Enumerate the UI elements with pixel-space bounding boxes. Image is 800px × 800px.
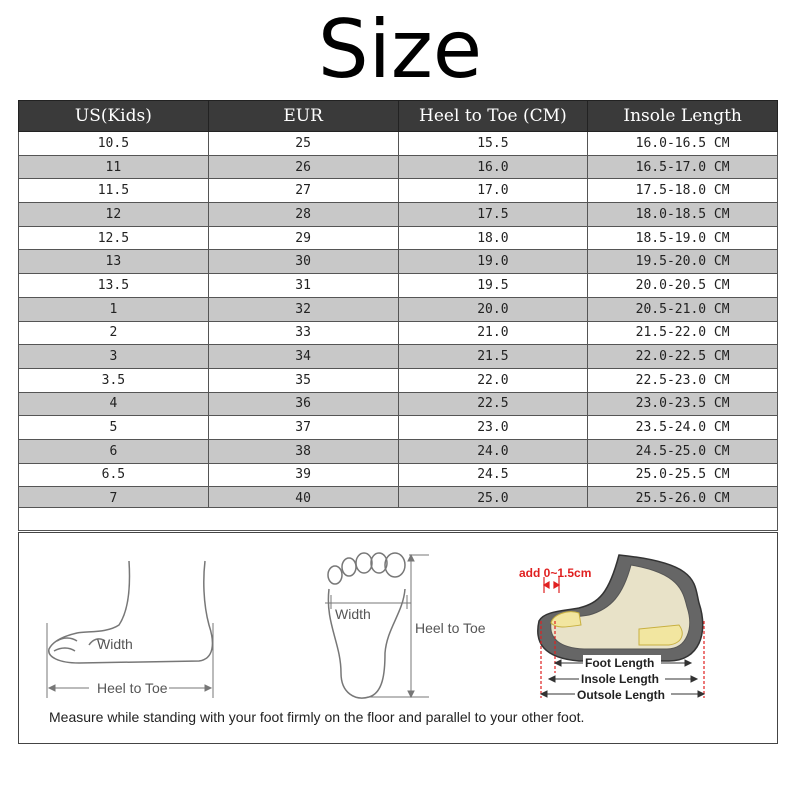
col-header-us: US(Kids) <box>19 101 209 132</box>
top-foot-icon <box>328 553 405 698</box>
top-foot-heel-label: Heel to Toe <box>415 620 486 636</box>
eur-size-cell: 32 <box>208 297 398 321</box>
heel-to-toe-cell: 19.5 <box>398 274 588 298</box>
shoe-foot-length-label: Foot Length <box>585 656 655 670</box>
side-foot-heel-label: Heel to Toe <box>97 680 168 696</box>
eur-size-cell: 29 <box>208 226 398 250</box>
eur-size-cell: 37 <box>208 416 398 440</box>
table-header-row <box>19 101 778 132</box>
insole-length-cell: 19.5-20.0 CM <box>588 250 778 274</box>
insole-length-cell: 18.0-18.5 CM <box>588 203 778 227</box>
eur-size-cell: 34 <box>208 345 398 369</box>
heel-to-toe-cell: 22.0 <box>398 368 588 392</box>
eur-size-cell: 28 <box>208 203 398 227</box>
insole-length-cell: 24.5-25.0 CM <box>588 439 778 463</box>
table-row <box>19 250 778 274</box>
eur-size-cell: 26 <box>208 155 398 179</box>
table-row <box>19 416 778 440</box>
eur-size-cell: 40 <box>208 487 398 511</box>
table-row <box>19 392 778 416</box>
table-row <box>19 345 778 369</box>
eur-size-cell: 25 <box>208 132 398 156</box>
heel-to-toe-cell: 20.0 <box>398 297 588 321</box>
us-size-cell: 10.5 <box>19 132 209 156</box>
eur-size-cell: 39 <box>208 463 398 487</box>
eur-size-cell: 38 <box>208 439 398 463</box>
table-row <box>19 155 778 179</box>
shoe-outsole-length-label: Outsole Length <box>577 688 665 702</box>
insole-length-cell: 21.5-22.0 CM <box>588 321 778 345</box>
us-size-cell: 5 <box>19 416 209 440</box>
us-size-cell: 12.5 <box>19 226 209 250</box>
insole-length-cell: 23.5-24.0 CM <box>588 416 778 440</box>
heel-to-toe-cell: 17.0 <box>398 179 588 203</box>
insole-length-cell: 22.5-23.0 CM <box>588 368 778 392</box>
us-size-cell: 12 <box>19 203 209 227</box>
table-row <box>19 132 778 156</box>
heel-to-toe-cell: 24.0 <box>398 439 588 463</box>
insole-length-cell: 25.5-26.0 CM <box>588 487 778 511</box>
heel-to-toe-cell: 15.5 <box>398 132 588 156</box>
us-size-cell: 1 <box>19 297 209 321</box>
shoe-add-label: add 0~1.5cm <box>519 566 592 580</box>
top-foot-width-label: Width <box>335 606 371 622</box>
eur-size-cell: 35 <box>208 368 398 392</box>
heel-to-toe-cell: 22.5 <box>398 392 588 416</box>
insole-length-cell: 23.0-23.5 CM <box>588 392 778 416</box>
measure-guide <box>18 532 778 744</box>
heel-to-toe-cell: 21.0 <box>398 321 588 345</box>
us-size-cell: 7 <box>19 487 209 511</box>
us-size-cell: 3 <box>19 345 209 369</box>
heel-to-toe-cell: 24.5 <box>398 463 588 487</box>
us-size-cell: 13.5 <box>19 274 209 298</box>
table-row <box>19 439 778 463</box>
table-row <box>19 463 778 487</box>
insole-length-cell: 20.5-21.0 CM <box>588 297 778 321</box>
heel-to-toe-cell: 18.0 <box>398 226 588 250</box>
page-title: Size <box>317 3 483 96</box>
eur-size-cell: 33 <box>208 321 398 345</box>
table-row <box>19 274 778 298</box>
heel-to-toe-cell: 21.5 <box>398 345 588 369</box>
us-size-cell: 11.5 <box>19 179 209 203</box>
eur-size-cell: 27 <box>208 179 398 203</box>
col-header-insole: Insole Length <box>588 101 778 132</box>
table-empty-row <box>18 507 778 531</box>
insole-length-cell: 17.5-18.0 CM <box>588 179 778 203</box>
us-size-cell: 6.5 <box>19 463 209 487</box>
insole-length-cell: 20.0-20.5 CM <box>588 274 778 298</box>
measure-note: Measure while standing with your foot firmly on the floor and parallel to your other foot. <box>49 709 585 725</box>
us-size-cell: 13 <box>19 250 209 274</box>
table-row <box>19 321 778 345</box>
heel-to-toe-cell: 17.5 <box>398 203 588 227</box>
insole-length-cell: 16.0-16.5 CM <box>588 132 778 156</box>
us-size-cell: 6 <box>19 439 209 463</box>
insole-length-cell: 25.0-25.5 CM <box>588 463 778 487</box>
table-body <box>19 132 778 511</box>
eur-size-cell: 36 <box>208 392 398 416</box>
us-size-cell: 4 <box>19 392 209 416</box>
heel-to-toe-cell: 23.0 <box>398 416 588 440</box>
col-header-eur: EUR <box>208 101 398 132</box>
side-foot-width-label: Width <box>97 636 133 652</box>
table-row <box>19 297 778 321</box>
us-size-cell: 2 <box>19 321 209 345</box>
us-size-cell: 11 <box>19 155 209 179</box>
table-row <box>19 368 778 392</box>
insole-length-cell: 22.0-22.5 CM <box>588 345 778 369</box>
eur-size-cell: 30 <box>208 250 398 274</box>
table-row <box>19 203 778 227</box>
heel-to-toe-cell: 16.0 <box>398 155 588 179</box>
heel-to-toe-cell: 25.0 <box>398 487 588 511</box>
table-row <box>19 226 778 250</box>
eur-size-cell: 31 <box>208 274 398 298</box>
insole-length-cell: 16.5-17.0 CM <box>588 155 778 179</box>
col-header-heel-to-toe: Heel to Toe (CM) <box>398 101 588 132</box>
insole-length-cell: 18.5-19.0 CM <box>588 226 778 250</box>
us-size-cell: 3.5 <box>19 368 209 392</box>
shoe-insole-length-label: Insole Length <box>581 672 659 686</box>
table-row <box>19 179 778 203</box>
size-table <box>18 100 778 511</box>
heel-to-toe-cell: 19.0 <box>398 250 588 274</box>
